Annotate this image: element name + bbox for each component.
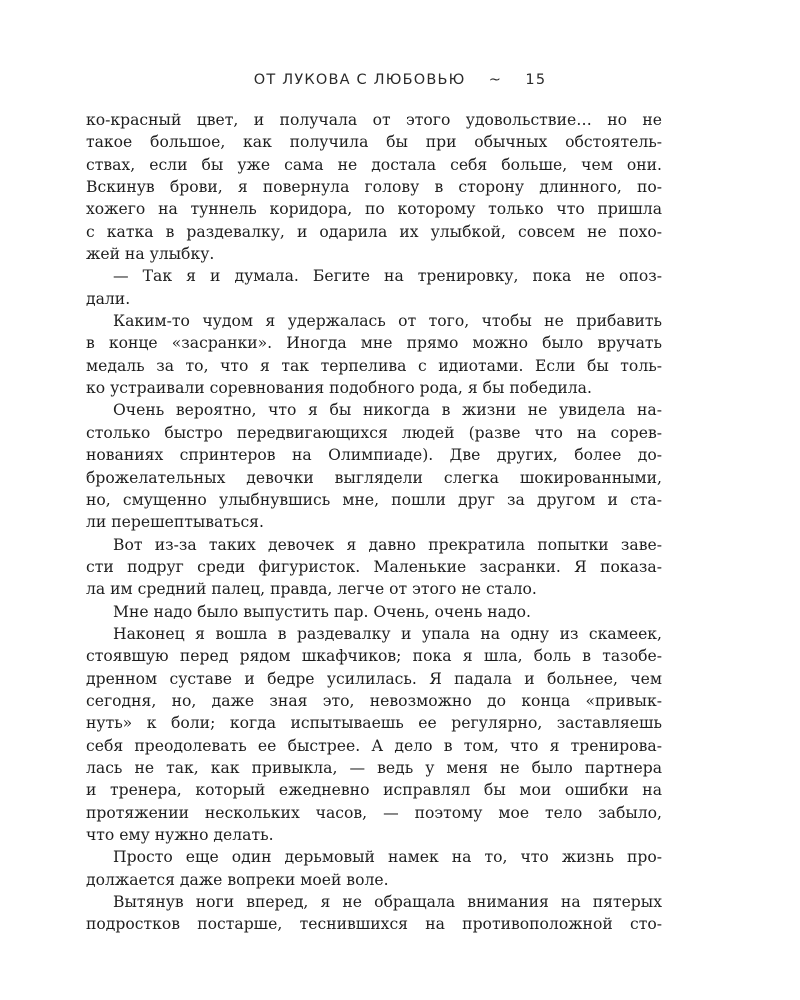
- text-line: такое большое, как получила бы при обычных обстоятель-: [86, 133, 662, 152]
- text-line: нуть» к боли; когда испытываешь ее регулярно, заставляешь: [86, 714, 662, 733]
- text-line: брожелательных девочки выглядели слегка шокированными,: [86, 468, 662, 487]
- running-head-separator: ~: [488, 72, 503, 88]
- text-line: Вот из-за таких девочек я давно прекратила попытки заве-: [113, 535, 662, 554]
- text-line: сти подруг среди фигуристок. Маленькие засранки. Я показа-: [86, 557, 662, 576]
- text-line: нованиях спринтеров на Олимпиаде). Две других, более до-: [86, 446, 662, 465]
- text-line: Наконец я вошла в раздевалку и упала на одну из скамеек,: [113, 624, 662, 643]
- text-line: Каким-то чудом я удержалась от того, чтобы не прибавить: [113, 312, 662, 331]
- text-line: сегодня, но, даже зная это, невозможно до конца «привык-: [86, 691, 662, 710]
- text-line: с катка в раздевалку, и одарила их улыбкой, совсем не похо-: [86, 222, 662, 241]
- text-line: хожего на туннель коридора, по которому только что пришла: [86, 200, 662, 219]
- text-line: дренном суставе и бедре усилилась. Я падала и больнее, чем: [86, 669, 662, 688]
- running-head-title: ОТ ЛУКОВА С ЛЮБОВЬЮ: [253, 72, 466, 88]
- text-line: Вытянув ноги вперед, я не обращала внимания на пятерых: [113, 893, 662, 912]
- text-line: медаль за то, что я так терпелива с идиотами. Если бы толь-: [86, 356, 662, 375]
- text-line: жей на улыбку.: [86, 245, 215, 264]
- text-line: дали.: [86, 289, 131, 308]
- text-line: что ему нужно делать.: [86, 826, 274, 844]
- text-line: но, смущенно улыбнувшись мне, пошли друг за другом и ста-: [86, 490, 662, 509]
- text-line: протяжении нескольких часов, — поэтому мое тело забыло,: [86, 803, 662, 822]
- text-line: Просто еще один дерьмовый намек на то, что жизнь про-: [113, 848, 662, 867]
- text-line: в конце «засранки». Иногда мне прямо можно было вручать: [86, 334, 662, 353]
- page-number: 15: [525, 72, 547, 88]
- text-line: себя преодолевать ее быстрее. А дело в том, что я тренирова-: [86, 736, 662, 755]
- body-text: [86, 109, 662, 936]
- text-line: подростков постарше, теснившихся на противоположной сто-: [86, 915, 662, 934]
- text-line: Мне надо было выпустить пар. Очень, очень надо.: [113, 602, 531, 621]
- text-line: ствах, если бы уже сама не достала себя больше, чем они.: [86, 155, 662, 174]
- text-line: ко устраивали соревнования подобного рода, я бы победила.: [86, 379, 592, 398]
- text-line: стоявшую перед рядом шкафчиков; пока я шла, боль в тазобе-: [86, 647, 662, 666]
- text-line: должается даже вопреки моей воле.: [86, 870, 389, 889]
- text-line: и тренера, который ежедневно исправлял бы мои ошибки на: [86, 781, 662, 800]
- text-line: ла им средний палец, правда, легче от этого не стало.: [86, 580, 537, 599]
- text-line: Вскинув брови, я повернула голову в сторону длинного, по-: [86, 178, 662, 197]
- text-line: — Так я и думала. Бегите на тренировку, пока не опоз-: [113, 267, 662, 286]
- text-line: лась не так, как привыкла, — ведь у меня не было партнера: [86, 758, 662, 777]
- text-line: столько быстро передвигающихся людей (разве что на сорев-: [86, 423, 662, 442]
- text-line: Очень вероятно, что я бы никогда в жизни не увидела на-: [113, 401, 662, 420]
- text-line: ли перешептываться.: [86, 513, 264, 532]
- running-head: [0, 72, 800, 88]
- text-line: ко-красный цвет, и получала от этого удовольствие… но не: [86, 111, 662, 129]
